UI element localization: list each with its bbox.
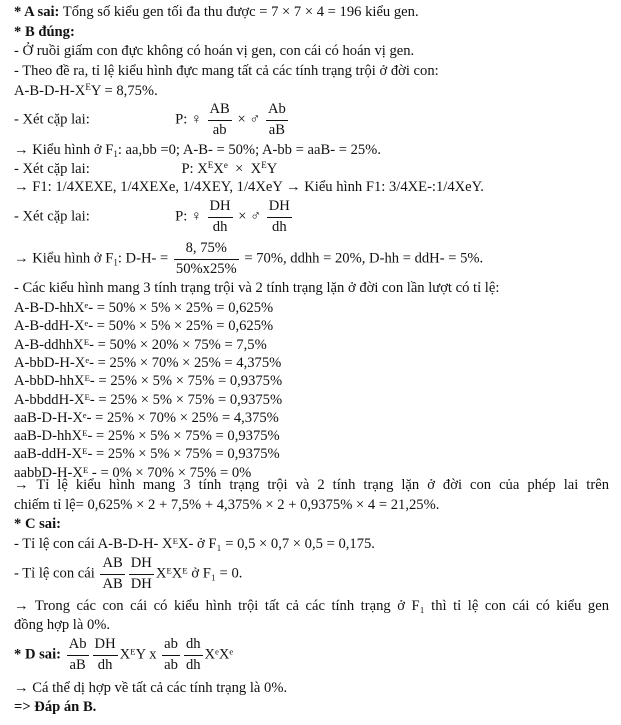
phenotype-row: A-B-ddhhXᴱ- = 50% × 20% × 75% = 7,5% [14, 336, 267, 353]
c-line-3: → Trong các con cái có kiểu hình trội tất cả các tính trạng ở F₁ thì tỉ lệ con cái có kiểu gen [14, 598, 609, 614]
d-line-1: * D sai: $\frac{Ab}{aB}$ $\frac{DH}{dh}$ XᴱY x $\frac{ab}{ab}$ $\frac{dh}{dh}$ XᵉXᵉ [14, 636, 234, 673]
phenotype-row: A-bbD-H-Xᵉ- = 25% × 70% × 25% = 4,375% [14, 354, 282, 371]
phenotype-row: aaB-D-hhXᴱ- = 25% × 5% × 75% = 0,9375% [14, 428, 280, 445]
fraction-Ab-aB: $\frac{Ab}{aB}$ [267, 101, 286, 138]
b-intro: - Các kiểu hình mang 3 tính trạng trội và 2 tính trạng lặn ở đời con lần lượt có tỉ lệ: [14, 280, 500, 296]
result-dh: → Kiểu hình ở $F_1$: D-H- = $\frac{8, 75\%}{50\%x25\%}$ = 70%, ddhh = 20%, D-hh = ddH- = 5%. [14, 240, 484, 277]
c-line-1: - Tỉ lệ con cái A-B-D-H- XᴱX- ở F₁ = 0,5 × 0,7 × 0,5 = 0,175. [14, 536, 375, 552]
b-conclusion-2: chiếm tỉ lệ= 0,625% × 2 + 7,5% + 4,375% × 2 + 0,9375% × 4 = 21,25%. [14, 497, 440, 513]
phenotype-row: A-bbddH-Xᴱ- = 25% × 5% × 75% = 0,9375% [14, 391, 283, 408]
result-ab: → Kiểu hình ở $F_1$: aa,bb =0; A-B- = 50%; A-bb = aaB- = 25%. [14, 142, 381, 159]
cross-ab: - Xét cặp lai: P: ♀ $\frac{AB}{ab}$ × ♂ $\frac{Ab}{aB}$ [14, 101, 286, 138]
phenotype-row: aaB-ddH-Xᴱ- = 25% × 5% × 75% = 0,9375% [14, 446, 280, 463]
fraction-DH-dh-2: $\frac{DH}{dh}$ [268, 198, 290, 235]
c-line-4: đồng hợp là 0%. [14, 617, 111, 633]
b-line-1: - Ở ruồi giấm con đực không có hoán vị gen, con cái có hoán vị gen. [14, 43, 415, 59]
fraction-DH-DH: $\frac{DH}{DH}$ [130, 555, 152, 592]
final-answer: => Đáp án B. [14, 699, 97, 715]
fraction-AB-ab: $\frac{AB}{ab}$ [209, 101, 230, 138]
result-x: → F1: 1/4XEXE, 1/4XEXe, 1/4XEY, 1/4XeY → Kiểu hình F1: 3/4XE-:1/4XeY. [14, 179, 484, 195]
c-line-2: - Tỉ lệ con cái $\frac{AB}{AB}$ $\frac{DH}{DH}$ XᴱXᴱ ở F₁ = 0. [14, 555, 243, 592]
cross-dh: - Xét cặp lai: P: ♀ $\frac{DH}{dh}$ × ♂ $\frac{DH}{dh}$ [14, 198, 290, 235]
b-line-3: $A-B-D-H-X^EY = 8,75\%$. [14, 82, 158, 99]
phenotype-row: A-B-ddH-Xᵉ- = 50% × 5% × 25% = 0,625% [14, 318, 274, 335]
phenotype-row: A-B-D-hhXᵉ- = 50% × 5% × 25% = 0,625% [14, 300, 274, 316]
fraction-875: $\frac{8, 75\%}{50\%x25\%}$ [175, 240, 237, 277]
fraction-AB-AB: $\frac{AB}{AB}$ [102, 555, 123, 592]
heading-b: * B đúng: [14, 24, 75, 40]
phenotype-row: A-bbD-hhXᴱ- = 25% × 5% × 75% = 0,9375% [14, 373, 283, 390]
statement-a: * A sai: Tổng số kiểu gen tối đa thu được = 7 × 7 × 4 = 196 kiểu gen. [14, 4, 419, 20]
b-line-2: - Theo đề ra, tỉ lệ kiểu hình đực mang tất cả các tính trạng trội ở đời con: [14, 63, 439, 79]
fraction-DH-dh: $\frac{DH}{dh}$ [209, 198, 231, 235]
heading-a: * A sai: [14, 4, 60, 20]
phenotype-row: aaB-D-H-Xᵉ- = 25% × 70% × 25% = 4,375% [14, 409, 279, 426]
d-line-2: → Cá thể dị hợp về tất cả các tính trạng là 0%. [14, 680, 288, 696]
b-conclusion-1: → Tỉ lệ kiểu hình mang 3 tính trạng trội và 2 tính trạng lặn ở đời con của phép lai trên [14, 477, 609, 493]
heading-c: * C sai: [14, 516, 62, 532]
cross-x: - Xét cặp lai: P: $X^EXe \times X^EY$ [14, 160, 278, 177]
phenotype-row: aabbD-H-Xᴱ - = 0% × 70% × 75% = 0% [14, 464, 252, 481]
